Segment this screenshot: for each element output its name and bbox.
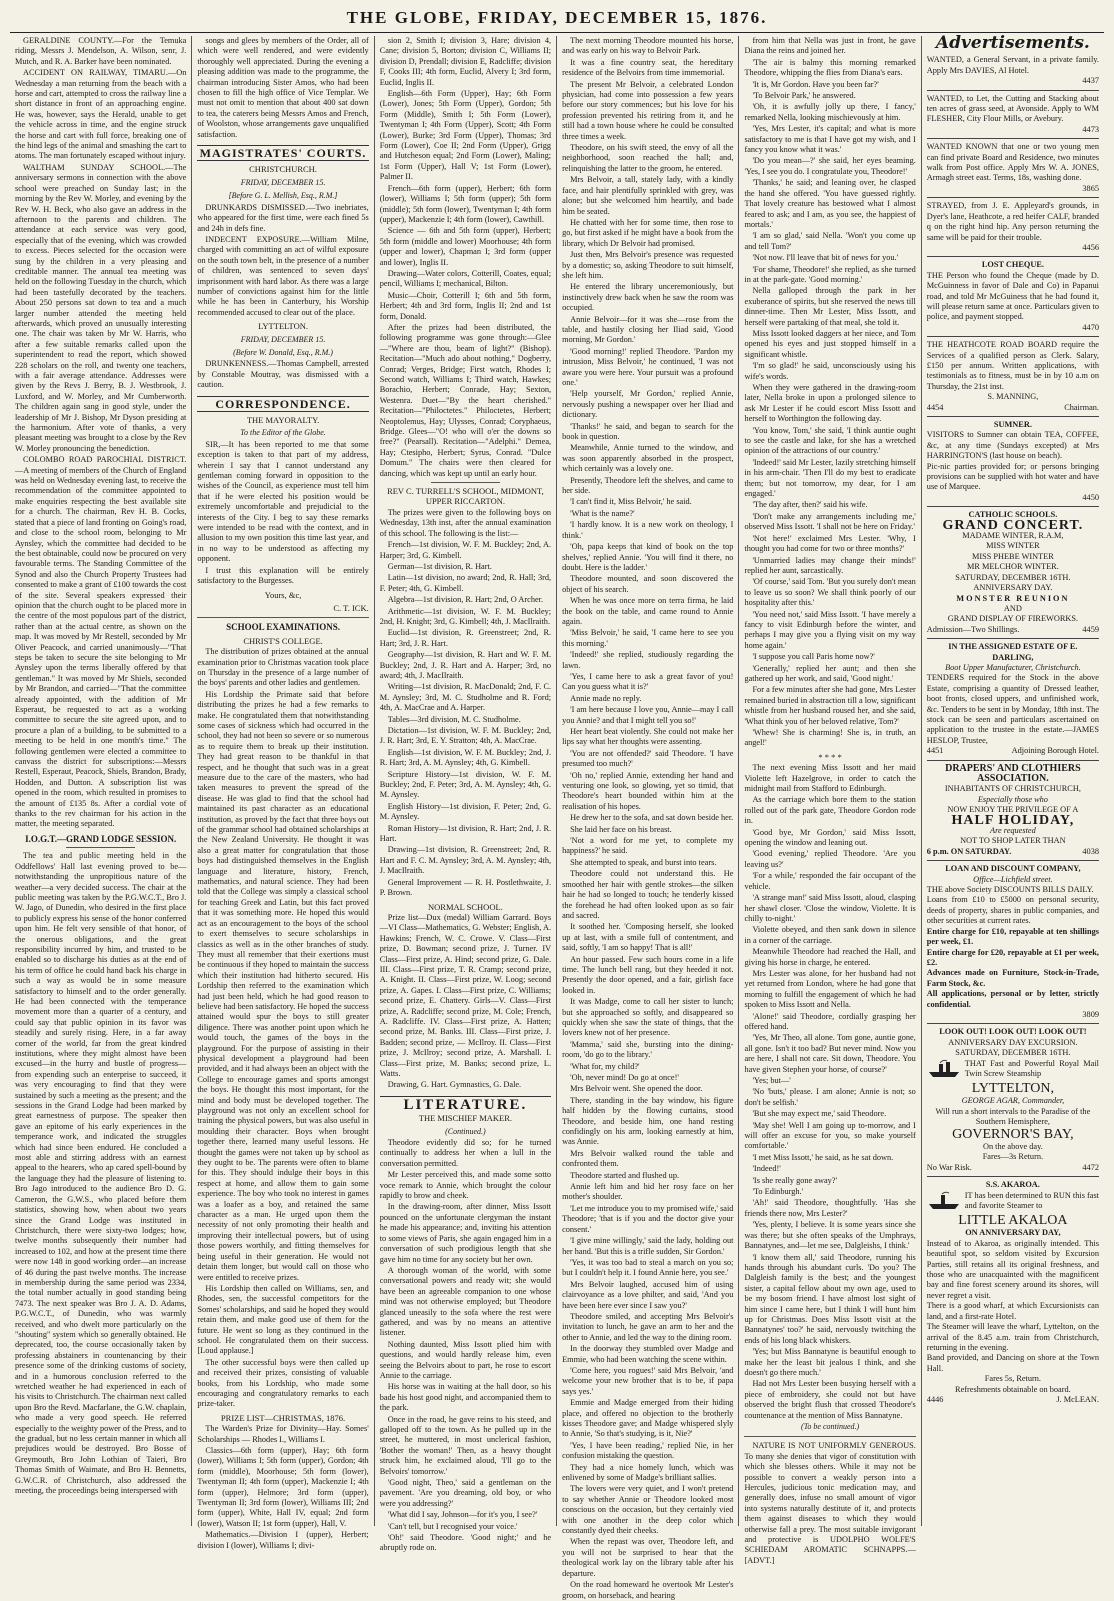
ad-heading: LOAN AND DISCOUNT COMPANY,: [945, 864, 1081, 874]
ad-number: 4470: [1082, 322, 1099, 332]
ad-cutting-stacking: [927, 91, 1099, 140]
story-para: When they were gathered in the drawing-room later, Nella broke in upon a prolonged silence to ask Mr Lester if he could escort Miss Issott and herself to Worthington the following day.: [744, 383, 916, 424]
ad-and: AND: [1003, 603, 1022, 613]
story-para: The next evening Miss Issott and her maid Violette left Hazelgrove, in order to catch the midnight mail from Stafford to Edinburgh.: [744, 763, 916, 794]
ad-number: 4437: [1082, 76, 1099, 86]
section-heading-magistrates: MAGISTRATES' COURTS.: [197, 145, 368, 161]
story-para: Mrs Belvoir, a tall, stately lady, with a kindly face, and hair plentifully sprinkled with grey, was alone; but she welcomed him heartily, and bade him be seated.: [562, 175, 734, 216]
story-para: Presently, Theodore left the shelves, and came to her side.: [562, 475, 734, 496]
story-para: 'Can't tell, but I recognised your voice.': [387, 1521, 518, 1531]
ad-line: NOT TO SHOP LATER THAN: [960, 836, 1066, 846]
ad-steamer-block: [927, 1191, 1099, 1214]
court-magistrate-lyttelton: (Before W. Donald, Esq., R.M.): [233, 347, 333, 357]
ad-line: Will run a short intervals to the Paradise of the Southern Hemisphere,: [935, 1106, 1091, 1127]
article-college-3: His Lordship then called on Williams, sen, and Rhodes, sen, the successful competitors for the Somes' scholarships, and said he hoped they would retain them, and make good use of them for the future. He went so long as they continued in the school. He congratulated them on their success. [Loud applause.]: [197, 1283, 369, 1356]
story-para: 'Help yourself, Mr Gordon,' replied Annie, nervously pushing a newspaper over her Iliad and dictionary.: [562, 389, 734, 420]
ad-heading: S.S. AKAROA.: [985, 1180, 1040, 1190]
ad-loan-discount: [927, 861, 1099, 1024]
ad-line: SATURDAY, DECEMBER 16TH.: [955, 1048, 1071, 1058]
column-6-advertisements: [922, 33, 1104, 1526]
story-para: 'What did I say, Johnson—for it's you, I see?': [387, 1510, 538, 1520]
section-heading-correspondence: CORRESPONDENCE.: [197, 396, 368, 412]
ad-trustee-address: Adjoining Borough Hotel.: [1011, 746, 1099, 756]
divider: [66, 847, 135, 848]
story-para: As the carriage which bore them to the station rolled out of the park gate, Theodore Gordon rode in.: [744, 795, 916, 826]
story-para: 'Yes, plenty, I believe. It is some years since she was there; but she often speaks of the Umphrays, Bannatynes, and—let me see, Dalgleishs, I think.': [744, 1220, 916, 1251]
story-para: 'May she! Well I am going up to-morrow, and I will offer an excuse for you, so make yourself comfortable.': [744, 1120, 916, 1151]
ad-line: ON ANNIVERSARY DAY,: [965, 1228, 1061, 1238]
ad-heading: LOST CHEQUE.: [981, 260, 1044, 270]
subheading-christchurch: CHRISTCHURCH.: [249, 164, 317, 175]
ad-heathcote-road-board: [927, 337, 1099, 417]
ad-text: TENDERS required for the Stock in the above Estate, comprising a quantity of Dressed leather, boot fronts, closed uppers, and unfinished work, &c. Tenders to be sent in by Monday, 18th inst. The stock can be seen and particulars ascertained on application to the trustee in the estate.—JAMES HESLOP, Trustee,: [926, 673, 1099, 745]
story-para: 'I know them all,' said Theodore, running his hands through his abundant curls. 'Do you? The Dalgleish family is the best; and the youngest sister, a capital fellow about my own age, used to be my bosom friend. I have almost lost sight of him since I came here, but I think I will hunt him up for Christmas. Does Miss Issott visit at the Bannatynes' too?' he said, nervously twitching the ends of his long black whiskers.: [744, 1252, 916, 1345]
story-para: An hour passed. Few such hours come in a life time. The lunch bell rang, but they heeded it not. Presently the door opened, and a fair, girlish face looked in.: [562, 954, 734, 995]
court-case-drunkenness: DRUNKENNESS.—Thomas Campbell, arrested by Constable Moutray, was dismissed with a caution.: [197, 359, 369, 390]
story-para: 'What for, my child?': [570, 1061, 640, 1071]
ad-subheading: Boot Upper Manufacturer, Christchurch.: [945, 662, 1081, 672]
story-para: 'You are not offended?' said Theodore. 'I have presumed too much?': [562, 748, 734, 769]
story-para: Meanwhile, Annie turned to the window, and was soon apparently absorbed in the prospect, which certainly was a lovely one.: [562, 443, 734, 474]
story-para: 'But she may expect me,' said Theodore.: [752, 1109, 887, 1119]
story-para: When he was once more on terra firma, he laid the book on the table, and came round to Annie again.: [562, 596, 734, 626]
subheading-lyttelton: LYTTELTON.: [258, 321, 308, 332]
ad-number: 4454: [926, 402, 944, 412]
article-iogt-cont: songs and glees by members of the Order, all of which were well rendered, and were evidently thoroughly well appreciated. During the evening a pleasing addition was made to the programme, the chairman introducing Sister Amos, who had been chosen to fill the high office of Vice Templar. We must not omit to mention that about 400 sat down to tea, the caterers being Messrs Amos and French, of Woolston, whose arrangements gave unqualified satisfaction.: [197, 36, 369, 139]
story-para: 'No 'buts,' please. I am alone; Annie is not; so don't be selfish.': [744, 1087, 916, 1107]
ad-text: All applications, personal or by letter, strictly confidential.: [926, 989, 1099, 1009]
story-para: It was a fine country seat, the hereditary residence of the Belvoirs from time immemorial.: [562, 57, 734, 78]
to-be-continued: (To be continued.): [801, 1422, 860, 1431]
story-para: Nothing daunted, Miss Issott plied him with questions, and would hardly release him, even seeing the Belvoirs about to part, he rose to escort Annie to the carriage.: [379, 1339, 552, 1380]
turrell-latin: Latin—1st division, no award; 2nd, R. Hall; 3rd, F. Peter; 4th, G. Kimbell.: [379, 573, 552, 593]
column-1: [10, 36, 192, 1526]
story-para: Once in the road, he gave reins to his steed, and galloped off to the town. As he pulled up in the street, he muttered, in most unclerical fashion, 'Bother the woman!' Then, as a heavy thought struck him, he exclaimed aloud, 'I'll go to the Belvoirs' tomorrow.': [379, 1414, 552, 1476]
story-para: 'I'm so glad!' he said, unconsciously using his wife's words.: [744, 361, 916, 381]
story-para: Nella galloped through the park in her exuberance of spirits, but she reserved the news till dinner-time. Then Mr Lester, Miss Issott, and herself were partaking of that meal, she told it.: [744, 286, 916, 327]
normal-drawing: Drawing, G. Hart. Gymnastics, G. Dale.: [387, 1080, 522, 1090]
story-para: 'To Belvoir Park,' he answered.: [752, 91, 856, 101]
story-para: 'Oh, it is awfully jolly up there, I fancy,' remarked Nella, looking mischievously at him.: [744, 102, 916, 122]
story-para: 'Yes, I came here to ask a great favor of you! Can you guess what it is?': [562, 671, 734, 692]
ad-ship-name: LYTTELTON,: [971, 1080, 1054, 1096]
prize-maths-cont: sion 2, Smith I; division 3, Hare; division 4, Cane; division 5, Borton; division C, Williams II; division D, Prendall; division E, Radcliffe; division F, Cooks III; 4th form, Euclid, Alvery I; 3rd form, Euclid, Inglis II.: [379, 36, 552, 87]
story-para: 'I give mine willingly,' said the lady, holding out her hand. 'But this is a trifle sudden, Sir Gordon.': [562, 1236, 734, 1256]
article-geraldine: GERALDINE COUNTY.—For the Temuka riding, Messrs J. Mendelson, A. Wilson, senr, J. Mutch, and R. A. Barker have been nominated.: [15, 36, 187, 66]
ad-ss-akaroa: [927, 1177, 1099, 1408]
story-para: He chatted with her for some time, then rose to go, but first asked if he might have a book from the library, which Dr Belvoir had promised.: [562, 217, 734, 248]
story-para: 'I am here because I love you, Annie—may I call you Annie? and that I might tell you so!': [562, 705, 734, 725]
story-para: from him that Nella was just in front, he gave Diana the reins and joined her.: [744, 36, 916, 56]
ad-text: STRAYED, from J. E. Appleyard's grounds, in Dyer's lane, Heathcote, a red heifer CALF, branded q on the right hind hip. Any person returning the same will be paid for their trouble.: [926, 201, 1099, 242]
turrell-english-history: English History—1st division, F. Peter; 2nd, G. M. Aynsley.: [379, 801, 552, 822]
story-para: 'Thanks!' he said, and began to search for the book in question.: [562, 421, 734, 442]
ad-line: Are requested: [990, 826, 1036, 836]
divider: [431, 482, 500, 483]
ad-text: Loans from £10 to £5000 on personal security, deeds of property, shares in public companies, and other securities at current rates.: [926, 895, 1099, 926]
turrell-tables: Tables—3rd division, M. C. Studholme.: [387, 714, 521, 724]
story-para: 'I can't find it, Miss Belvoir,' he said.: [570, 497, 692, 507]
story-para: Theodore could not understand this. He smoothed her hair with gentle strokes—the silken hair he had so longed to touch; he tenderly kissed the forehead he had often looked upon as so fair and sacred.: [562, 869, 734, 920]
turrell-roman-history: Roman History—1st division, R. Hart; 2nd, J. R. Hart.: [379, 823, 552, 844]
prize-classics: Classics—6th form (upper), Hay; 6th form (lower), Williams I; 5th form (upper), Gordon; 4th form (middle), Moorhouse; 5th form (lower), Twentyman II; 4th form (upper), Mackenzie I; 4th form (upper), Helmore; 3rd form (upper), Twentyman II; 3rd form (lower), Williams III; 2nd form (upper), White, Hall IV, equal; 2nd form (lower), Watson II; 1st form (upper), Hall, V.: [197, 1446, 369, 1528]
ad-admission: Admission—Two Shillings.: [926, 624, 1020, 634]
column-5: [739, 36, 921, 1565]
ad-excursion-lyttelton: [927, 1024, 1099, 1177]
ad-destination: GOVERNOR'S BAY,: [952, 1126, 1074, 1142]
court-date-lyttelton: FRIDAY, DECEMBER 15.: [240, 334, 326, 344]
divider: [197, 617, 368, 618]
ad-number: 4450: [1082, 492, 1099, 502]
story-para: Mrs Belvoir laughed, accused him of using clairvoyance as a love philter, and said, 'And you have been here ever since I saw you?': [562, 1279, 734, 1310]
story-para: Mr Lester perceived this, and made some sotto voce remark to Annie, which brought the colour rapidly to brow and cheek.: [379, 1170, 552, 1201]
article-college-4: The other successful boys were then called up and received their prizes, consisting of valuable books, from his Lordship, who made some encouraging and congratulatory remarks to each prize-taker.: [197, 1357, 369, 1409]
story-para: 'Alone!' said Theodore, cordially grasping her offered hand.: [744, 1011, 916, 1031]
ad-line: ANNIVERSARY DAY EXCURSION.: [948, 1037, 1078, 1047]
ad-heading: DRAPERS' AND CLOTHIERS ASSOCIATION.: [945, 762, 1081, 784]
subheading-normal-school: NORMAL SCHOOL.: [428, 901, 503, 912]
story-para: In the doorway they stumbled over Madge and Emmie, who had been watching the scene within.: [562, 1344, 734, 1364]
turrell-geography: Geography—1st division, R. Hart and W. F. M. Buckley; 2nd, J. R. Hart and A. Harper; 3rd, no award; 4th, J. MacIlraith.: [379, 650, 552, 680]
story-para: 'Yes; but—': [752, 1076, 791, 1085]
ad-text: IT has been determined to RUN this fast and favorite Steamer to: [964, 1190, 1099, 1211]
subheading-mayoralty: THE MAYORALTY.: [246, 415, 320, 425]
ad-heading: CATHOLIC SCHOOLS.: [968, 510, 1058, 520]
ad-signature: S. MANNING,: [987, 392, 1039, 402]
prize-french: French—6th form (upper), Herbert; 6th form (lower), Williams I; 5th form (upper); 5th form (middle); 5th form (lower), Twentyman I; 4th form (upper), Mackenzie I; 4th form (lower), Cawthill.: [379, 183, 552, 224]
ad-line: NOW ENJOY THE PRIVILEGE OF A: [947, 805, 1079, 815]
ad-signature: J. McLEAN.: [1056, 1394, 1099, 1404]
story-para: 'For a while,' responded the fair occupant of the vehicle.: [744, 871, 916, 891]
ad-performer: MISS PHEBE WINTER: [971, 551, 1054, 561]
turrell-drawing: Drawing—1st division, R. Greenstreet; 2nd, R. Hart and F. C. M. Aynsley; 3rd, A. M. Aynsley; 4th, J. MacIlraith.: [379, 845, 552, 876]
masthead: THE GLOBE, FRIDAY, DECEMBER 15, 1876.: [10, 6, 1104, 33]
advertisements-heading: Advertisements.: [935, 33, 1090, 53]
story-para: She attempted to speak, and burst into tears.: [570, 857, 717, 867]
story-title: THE MISCHIEF MAKER.: [418, 1113, 513, 1124]
story-para: 'Yes; but Miss Bannatyne is beautiful enough to make her the least bit jealous I think, and she doesn't go there much.': [744, 1347, 916, 1377]
subheading-prize-list: PRIZE LIST—CHRISTMAS, 1876.: [220, 1412, 346, 1423]
story-para: 'Let me introduce you to my promised wife,' said Theodore; 'that is if you and the doctor give your consent.': [562, 1203, 734, 1234]
ad-heading: IN THE ASSIGNED ESTATE OF E. DARLING,: [948, 642, 1078, 662]
story-continued: (Continued.): [445, 1126, 486, 1136]
story-para: 'Mamma,' said she, bursting into the dining-room, 'do go to the library.': [562, 1039, 734, 1060]
ad-text: THE above Society DISCOUNTS BILLS DAILY.: [926, 885, 1094, 895]
ad-performer: MISS WINTER: [986, 541, 1040, 551]
story-para: 'Not here!' exclaimed Mrs Lester. 'Why, I thought you had come for two or three months?': [744, 533, 916, 554]
story-para: Her heart beat violently. She could not make her lips say what her thoughts were assenting.: [562, 727, 734, 747]
programme: After the prizes had been distributed, the following programme was gone through:—Glee—"Where are thou, beam of light?" (Bishop). Recitation—"Much ado about nothing," Dogberry, Conrad; Verges, Bridge; First watch, Rhodes I; Second watch, Williams I; Third watch, Hawkes; Borachio, Herbert; Conrade, Hay; Sexton, Westenra. Duet—"By the heart cherished." Recitation—"Philoctetes." Philoctetes, Herbert; Neoptolemus, Hay; Ulysses, Conrad; Coryphaeus, Bridge. Glees—"O! who will o'er the downs so free?" (Pearsall). Recitation—"Adelphi." Demea, Hay; Ctesipho, Herbert; Syrus, Conrad. "Dulce Domum." The chairs were then cleared for dancing, which was kept up until an early hour.: [379, 322, 552, 478]
story-para: She laid her face on his breast.: [570, 824, 672, 834]
ad-fare: Fares—3s Return.: [982, 1152, 1044, 1162]
column-4: [557, 36, 739, 1600]
ad-date: SATURDAY, DECEMBER 16TH.: [955, 572, 1071, 582]
ad-title: GRAND CONCERT.: [942, 517, 1084, 533]
ad-number: 4446: [926, 1394, 944, 1404]
ad-performer: MADAME WINTER, R.A.M,: [962, 531, 1064, 541]
ad-text: Band provided, and Dancing on shore at the Town Hall.: [926, 1353, 1099, 1373]
story-para: 'I suppose you call Paris home now?': [752, 652, 875, 662]
ad-line: Refreshments obtainable on board.: [955, 1384, 1071, 1394]
ad-number: 4038: [1082, 846, 1099, 856]
story-para: A thorough woman of the world, with some conversational powers and ready wit; she would have been an agreeable companion to one whose mind was not otherwise employed; but Theodore glanced uneasily to the sofa where the rest were gathered, and was by no means an attentive listener.: [379, 1265, 552, 1338]
ad-line: 6 p.m. ON SATURDAY.: [926, 846, 1012, 856]
story-para: 'Yes, I have been reading,' replied Nie, in her confusion mistaking the question.: [562, 1440, 734, 1461]
ad-number: 4459: [1082, 624, 1099, 634]
story-para: It soothed her. 'Composing herself, she looked up at last, with a smile full of contentment, and said, softly, 'I am so happy! That is all!': [562, 922, 734, 953]
story-para: 'Oh, never mind! Do go at once!': [570, 1073, 679, 1082]
story-para: 'What is the name?': [570, 508, 635, 518]
story-para: Had not Mrs Lester been busying herself with a piece of embroidery, she could not but have observed the bright flush that crossed Theodore's countenance at the mention of Miss Bannatyne.: [744, 1379, 916, 1420]
story-para: 'Don't make any arrangements including me,' observed Miss Issott. 'I shall not be here on Friday.': [744, 511, 916, 532]
turrell-intro: The prizes were given to the following boys on Wednesday, 13th inst, after the annual examination of this school. The following is the list:—: [379, 507, 552, 538]
turrell-algebra: Algebra—1st division, R. Hart; 2nd, O Archer.: [387, 595, 544, 605]
story-para: 'Yes, it was too bad to steal a march on you so; but I couldn't help it. I found Annie here, you see.': [562, 1257, 734, 1278]
ad-number: 3865: [1082, 183, 1099, 193]
story-para: He entered the library unceremoniously, but instinctively drew back when he saw the room was occupied.: [562, 282, 734, 313]
turrell-french: French—1st division, W. F. M. Buckley; 2nd, A. Harper; 3rd, G. Kimbell.: [379, 540, 552, 560]
story-para: Theodore evidently did so; for he turned continually to address her when a lull in the conversation permitted.: [379, 1138, 552, 1168]
ad-text: There is a good wharf, at which Excursionists can land, and a first-rate Hotel.: [926, 1301, 1099, 1321]
story-para: 'Indeed!' she replied, studiously regarding the lawn.: [562, 650, 734, 670]
story-para: 'You know, Tom,' she said, 'I think auntie ought to see the castle and lake, for she has a wretched opinion of the attractions of our country.': [744, 425, 916, 456]
turrell-scripture: Scripture History—1st division, W. F. M. Buckley; 2nd, F. Peter; 3rd, A. M. Aynsley; 4th, G. M. Aynsley.: [379, 769, 552, 800]
ad-text: WANTED, a General Servant, in a private family. Apply Mrs DAVIES, Al Hotel.: [926, 55, 1099, 75]
story-para: He drew her to the sofa, and sat down beside her.: [570, 813, 734, 823]
ad-fireworks: GRAND DISPLAY OF FIREWORKS.: [947, 614, 1079, 624]
story-para: Annie made no reply.: [570, 693, 642, 703]
story-para: 'I met Miss Issott,' he said, as he sat down.: [752, 1152, 894, 1162]
columns: [10, 33, 1104, 1600]
turrell-arithmetic: Arithmetic—1st division, W. F. M. Buckley; 2nd, H. Knight; 3rd, G. Kimbell; 4th, J. MacIlraith.: [379, 606, 552, 626]
story-para: 'Not a word for me yet, to complete my happiness?' he said.: [562, 836, 734, 856]
court-case-exposure: INDECENT EXPOSURE.—William Milne, charged with committing an act of wilful exposure on the south town belt, in the presence of a number of children, was sentenced to seven days' imprisonment with hard labor. As there was a large number of convictions against him for the little while he has been in Canterbury, his Worship recommended accused to clear out of the place.: [197, 234, 369, 317]
subheading-christs-college: CHRIST'S COLLEGE.: [243, 635, 323, 646]
ad-line: GEORGE AGAR, Commander,: [961, 1096, 1065, 1106]
ad-text: The Steamer will leave the wharf, Lyttelton, on the arrival of the 8.45 a.m. train from Christchurch, returning in the evening.: [926, 1322, 1099, 1352]
story-para: Mrs Belvoir went. She opened the door.: [570, 1084, 703, 1094]
article-college-1: The distribution of prizes obtained at the annual examination prior to Christmas vacation took place on Thursday in the presence of a large number of the boys' parents and other ladies and gentlemen.: [197, 647, 369, 688]
ad-text: Pic-nic parties provided for; or persons bringing provisions can be supplied with hot water and have use of Marquee.: [926, 461, 1099, 492]
section-break-stars: * * * *: [818, 751, 842, 762]
story-para: 'For shame, Theodore!' she replied, as she turned in at the park-gate. 'Good morning.': [744, 264, 916, 284]
ad-strayed: [927, 198, 1099, 257]
section-heading-school-exams: SCHOOL EXAMINATIONS.: [226, 622, 340, 633]
prize-english: English—6th Form (Upper), Hay; 6th Form (Lower), Jones; 5th Form (Upper), Gordon; 5th Form (Middle), Smith I; 5th Form (Lower), Twentyman I; 4th Form (Upper), Scott; 4th Form (Lower), Burke; 3rd Form (Upper), Thomas; 3rd Form (Lower), Coe II; 2nd Form (Upper), Grigg and Hutcheson equal; 2nd Form (Lower), Maling; 1st Form (Upper), Hall V; 1st Form (Lower), Palmer II.: [379, 89, 552, 182]
story-para: 'I hardly know. It is a new work on theology, I think.': [562, 520, 734, 540]
story-para: 'Indeed!': [752, 1164, 781, 1174]
ad-number: 4473: [1082, 124, 1099, 134]
article-iogt: The tea and public meeting held in the Oddfellows' Hall last evening proved to be—notwithstanding the unpropitious nature of the weather—a very decided success. The chair at the public meeting was taken by the P.G.W.C.T., Bro J. W. Jago, of Dunedin, who desired in the first place to publicly express his sense of the honor conferred upon him. He felt very sensible of that honor, of the onerous obligations, and the great responsibility incurred by him, and trusted to be enabled so to discharge his duties as at the end of his term of office he could hand back his charge in such a way as would be in some measure satisfactory to himself and to the order generally. He had been connected with the temperance movement more than a quarter of a century, and could say that public opinion in its favor was steadily and surely rising. Here, in a far away corner of the world, far from the great kindred institutions, where they might almost have been excused—in the hurry and bustle of progress—from expending such an enterprise to succeed, it was very encouraging to find that they were sustained by such a meeting as the present; and the sessions in the Grand Lodge had been marked by great earnestness of purpose. The speaker then gave an epitome of his early experiences in the temperance work, and indicated the struggles which had since been endured. He concluded a most able and stirring address with an earnest appeal to the hearers, who ap cared spell-bound by the language they had the pleasure of listening to. Bro Jago introduced to the audience Bro D. G. Cameron, the G.W.S., who placed before them statistics, showing how, when about two years since the Grand Lodge was instituted in Christchurch, there were sixty-two lodges; how, twelve months subsequently their number had increased to 102, and how at the present time there were now 148 in good working order—an increase of 46 during the past twelve months. The increase in membership during the same period was 2334, the total number actually in good standing being 7473. The next speaker was Bro J. A. D. Adams, P.G.W.C.T., of Dunedin, who was warmly received, and who dwelt more particularly on the "shouting" system which so generally obtained. He deprecated, too, the course occasionally taken by professing abstainers in countenancing by their presence some of the drinking customs of society, and in a humorous conclusion referred to the wretched weather he had experienced in each of his visits to Christchurch. The chairman next called upon Bro the Revd. Macfarlane, the G.W. chaplain, who made a very good speech. He referred especially to the weighty power of the Press, and to the gradual, but no less certain manner in which all prejudices would be destroyed. Bro Bosse of Greymouth, Bro John Lothian of Taieri, Bro Thomas Smith of Waimate, and Bro H. Bennetts, G.W.C.R. of Christchurch, also addressed the meeting, the proceedings being interspersed with: [15, 851, 187, 1496]
story-para: 'Thanks,' he said; and leaning over, he clasped the hand she offered. 'You have guessed rightly. That lovely creature has bestowed what I almost feared to ask; and I am, as you see, the happiest of mortals.': [744, 178, 916, 229]
ad-line: No War Risk.: [926, 1162, 972, 1172]
story-para: 'To Edinburgh.': [752, 1187, 804, 1197]
prize-music: Music—Choir, Cotterill I; 6th and 5th form, Herbert; 4th and 3rd form, Inglis II; 2nd and 1st form, Donald.: [379, 290, 552, 321]
prize-divinity: The Warden's Prize for Divinity—Hay. Somes' Scholarships — Rhodes I., Williams I.: [197, 1424, 369, 1444]
turrell-improvement: General Improvement — R. H. Postlethwaite, J. P. Brown.: [379, 877, 552, 898]
story-para: 'Miss Belvoir,' he said, 'I came here to see you this morning.': [562, 628, 734, 648]
ad-darling-estate: [927, 639, 1099, 760]
turrell-dictation: Dictation—1st division, W. F. M. Buckley; 2nd, J. R. Hart; 3rd, E. Y. Stratton; 4th, A. MacCrae.: [379, 726, 552, 746]
story-para: There, standing in the bay window, his figure half hidden by the flowing curtains, stood Theodore, and beside him, one hand resting confidingly on his arm, looking earnestly at him, was Annie.: [562, 1095, 734, 1147]
court-date: FRIDAY, DECEMBER 15.: [240, 177, 326, 187]
ad-subheading: Office—Lichfield street.: [973, 874, 1053, 884]
story-para: The present Mr Belvoir, a celebrated London physician, had come into possession a few years before our story commences; but his love for his profession prevented his retiring from it, and he still had a town house where he could be consulted three times a week.: [562, 79, 734, 141]
ad-line: INHABITANTS OF CHRISTCHURCH,: [944, 784, 1081, 794]
story-para: 'Generally,' replied her aunt; and then she gathered up her work, and said, 'Good night.': [744, 663, 916, 683]
ad-number: 4456: [1082, 242, 1099, 252]
story-para: 'Yes, Mr Theo, all alone. Tom gone, auntie gone, all gone. Isn't it too bad? But never mind. Now you are here, I shall not care. Sit down, Theodore. You have given Stephen your horse, of course?': [744, 1033, 916, 1074]
letter-salutation: To the Editor of the Globe.: [240, 428, 326, 438]
steamship-icon: [927, 1059, 961, 1082]
ad-text: WANTED, to Let, the Cutting and Stacking about ten acres of grass seed, at Avonside. Apply to WM FLESHER, City Flour Mills, or Avebury.: [926, 93, 1099, 124]
letter-body-2: I trust this explanation will be entirely satisfactory to the Burgesses.: [197, 565, 369, 586]
story-para: 'Oh!' said Theodore. 'Good night;' and he abruptly rode on.: [379, 1533, 552, 1553]
divider: [744, 1436, 915, 1437]
ad-number: 4451: [926, 746, 944, 756]
ad-text: Entire charge for £20, repayable at £1 per week, £2.: [926, 947, 1099, 967]
story-para: Theodore started and flushed up.: [570, 1170, 680, 1180]
ad-lost-cheque: [927, 257, 1099, 337]
ad-fare: Fares 5s, Return.: [984, 1374, 1041, 1384]
story-para: It was Madge, come to call her sister to lunch; but she approached so softly, and disappeared so quickly when she saw the state of things, that the lovers knew not of her presence.: [562, 997, 734, 1038]
story-para: For a few minutes after she had gone, Mrs Lester remained buried in abstraction till a low, significant whistle from her husband roused her, and she said, 'What think you of her beloved relative, Tom?': [744, 685, 916, 726]
story-para: 'You need not,' said Miss Issott. 'I have merely a fancy to visit Edinburgh before the winter, and perhaps I may give you a flying visit on my way home again.': [744, 609, 916, 650]
section-heading-literature: LITERATURE.: [380, 1096, 551, 1110]
article-railway-accident: ACCIDENT ON RAILWAY, TIMARU.—On Wednesday a man returning from the beach with a horse and cart, attempted to cross the railway line a short distance in front of an approaching engine. He was, however, says the Herald, unable to get the vehicle across in time, and the engine struck the horse and cart with full force, breaking one of the hind legs of the animal and smashing the cart to atoms. The man fortunately escaped without injury.: [15, 68, 187, 161]
ad-line: On the above day.: [982, 1142, 1043, 1151]
ad-text: THE HEATHCOTE ROAD BOARD require the Services of a qualified person as Clerk. Salary, £150 per annum. Written applications, with testimonials as to fitness, must be in by 10 a.m on Thursday, the 21st inst.: [926, 340, 1099, 391]
turrell-writing: Writing—1st division, R. MacDonald; 2nd, F. C. M. Aynsley; 3rd, M. C. Studholme and R. Ford; 4th, A. MacCrae and A. Harper.: [379, 682, 552, 713]
story-para: When the repast was over, Theodore left, and you will not be surprised to hear that the theological work lay on the library table after his departure.: [562, 1537, 734, 1578]
ad-steamer-block: [927, 1059, 1099, 1082]
story-para: 'I am so glad,' said Nella. 'Won't you come up and tell Tom?': [744, 231, 916, 251]
story-para: 'Unmarried ladies may change their minds!' replied her aunt, sarcastically.: [744, 555, 916, 575]
ad-number: 3809: [1082, 1009, 1099, 1019]
story-para: 'Oh no,' replied Annie, extending her hand and venturing one look, so glowing, yet so timid, that Theodore's heart bounded within him at the realisation of his hopes.: [562, 770, 734, 811]
ad-general-servant: [927, 52, 1099, 90]
story-para: The lovers were very quiet, and I won't pretend to say whether Annie or Theodore looked most conscious on the occasion, but they certainly vied with one another in the deep color which constantly dyed their cheeks.: [562, 1484, 734, 1536]
story-para: 'Good evening,' replied Theodore. 'Are you leaving us?': [744, 849, 916, 869]
story-para: 'Oh, papa keeps that kind of book on the top shelves,' replied Annie. 'You will find it there, no doubt. Here is the ladder.': [562, 542, 734, 572]
story-para: Mrs Belvoir walked round the table and confronted them.: [562, 1148, 734, 1169]
ad-reunion: MONSTER REUNION: [956, 593, 1070, 603]
ad-half-holiday: HALF HOLIDAY,: [951, 812, 1075, 828]
ad-signature-title: Chairman.: [1064, 402, 1099, 412]
story-para: 'Good bye, Mr Gordon,' said Miss Issott, opening the window and leaning out.: [744, 827, 916, 848]
story-para: Annie left him and hid her rosy face on her mother's shoulder.: [562, 1182, 734, 1202]
ad-text: Advances made on Furniture, Stock-in-Trade, Farm Stock, &c.: [926, 968, 1099, 988]
steamship-icon: [927, 1191, 961, 1214]
story-para: Violette obeyed, and then sank down in silence in a corner of the carriage.: [744, 925, 916, 945]
subheading-turrell-school: REV C. TURRELL'S SCHOOL, MIDMONT, UPPER RICCARTON.: [387, 486, 544, 507]
story-para: 'Not now. I'll leave that bit of news for you.': [752, 253, 899, 263]
story-para: They had a nice homely lunch, which was enlivened by some of Madge's brilliant sallies.: [562, 1462, 734, 1483]
article-college-2: His Lordship the Primate said that before distributing the prizes he had a few remarks to make. He congratulated them that notwithstanding some cases of sickness which had occurred in the school, they had not been so severe or so numerous as to require them to break up their institution. They had great reason to be thankful in that respect, and he thought that such was in a great measure due to the care of the masters, who had taken measures to prevent the spread of the disease. He was glad to find that the school had maintained its past character as an educational institution, as proved by the fact that three boys out of the grammar school had obtained scholarships at the New Zealand University. He thought it was also a great matter for congratulation that those boys had distinguished themselves in the English language and literature, history, French, mathematics, and natural science. They had been told that the College was simply a classical school for teaching Greek and Latin, but this fact proved that it was something more. He hoped this would act as an encouragement to the boys of the school to exert themselves to secure scholarships in classics as well as in the other branches of study. They must all remember that their exertions must be continuous if they hoped to maintain the success which their institution had hitherto secured. His Lordship then referred to the examination which had just been held, which he had good reason to believe had been satisfactory. He hoped the success attained would spur the boys to still greater diligence. There was another point upon which he would touch, the games of the boys in the playground. For the purpose of assisting in their physical development a playground had been provided, and it had always been an object with the College to encourage games and sports amongst the boys. He thought this most important, for the mind and body must be developed together. The playground was not only an excellent school for training the physical powers, but was also useful in moulding their character. Boys when brought together there, learned many useful lessons. He thought the games were not taken up by school as they ought to be. The parents were often to blame for this. They should indulge their boys in this respect at home, and allow them to gain some experience. The boy who took no interest in games was a loafer as a boy, and retained the same character as a man. He urged upon them the necessity of not only promoting their health and improving their intellectual powers, but of using those powers worthily, and fitting themselves for being useful in their generation. He would not detain them longer, but would call on those who were entitled to receive prizes.: [197, 689, 369, 1282]
story-para: Just then, Mrs Belvoir's presence was requested by a domestic; so, asking Theodore to suit himself, she left him.: [562, 250, 734, 280]
story-para: 'Yes, Mrs Lester, it's capital; and what is more satisfactory to me is that I have got my wish, and I fancy you know what it was.': [744, 124, 916, 155]
section-heading-iogt: I.O.G.T.—GRAND LODGE SESSION.: [25, 833, 177, 844]
column-2: [192, 36, 374, 1550]
story-para: The next morning Theodore mounted his horse, and was early on his way to Belvoir Park.: [562, 36, 734, 56]
story-para: Meanwhile Theodore had reached the Hall, and giving his horse in charge, he entered.: [744, 947, 916, 967]
story-para: Miss Issott looked daggers at her niece, and Tom opened his eyes and just stopped himself in a significant whistle.: [744, 328, 916, 359]
story-para: In the drawing-room, after dinner, Miss Issott pounced on the unfortunate clergyman the instant he made his appearance; and, inviting his attention to some views of Paris, she again engaged him in a conversation of such prodigious length that she gave him no time for any society but her own.: [379, 1202, 552, 1264]
ad-catholic-concert: [927, 507, 1099, 639]
prize-science: Science — 6th and 5th form (upper), Herbert; 5th form (middle and lower) Moorhouse; 4th form (upper and lower), Chapman I; 3rd form (upper and lower), Inglis II.: [379, 226, 552, 267]
ad-drapers-association: [927, 761, 1099, 862]
story-para: 'Whew! She is charming! She is, in truth, an angel!': [744, 728, 916, 748]
ad-heading: SUMNER.: [993, 420, 1032, 429]
turrell-german: German—1st division, R. Hart.: [387, 561, 492, 571]
advert-schnapps: NATURE IS NOT UNIFORMLY GENEROUS. To many she denies that vigor of constitution with which she blesses others. While it may not be possible to convert a weakly person into a Hercules, judicious tonic medication may, and generally does, infuse no small amount of vigor into systems naturally destitute of it, and protects them against diseases to which they would otherwise fall a prey. The most suitable invigorant and protective is UDOLPHO WOLFE'S SCHIEDAM AROMATIC SCHNAPPS.—[ADVT.]: [744, 1441, 916, 1565]
letter-signature: C. T. ICK.: [333, 602, 369, 613]
ad-destination: LITTLE AKALOA: [958, 1213, 1068, 1229]
ad-heading: LOOK OUT! LOOK OUT! LOOK OUT!: [939, 1027, 1087, 1037]
story-para: 'Do you mean—?' she said, her eyes beaming. 'Yes, I see you do. I congratulate you, Theodore!': [744, 156, 916, 176]
ad-performer: MR MELCHOR WINTER.: [966, 562, 1059, 572]
turrell-english: English—1st division, W. F. M. Buckley; 2nd, J. R. Hart; 3rd, A. M. Aynsley; 4th, G. Kimbell.: [379, 747, 552, 768]
court-case-drunkards: DRUNKARDS DISMISSED.—Two inebriates, who appeared for the first time, were each fined 5s and 24h in defs fine.: [197, 202, 369, 233]
letter-signoff: Yours, &c,: [264, 589, 302, 600]
column-3: [375, 36, 557, 1553]
ad-text: Entire charge for £10, repayable at ten shillings per week, £1.: [926, 926, 1099, 947]
story-para: On the road homeward he overtook Mr Lester's groom, on horseback, and hearing: [562, 1580, 734, 1600]
story-para: 'Is she really gone away?': [752, 1175, 837, 1185]
story-para: Theodore smiled, and accepting Mrs Belvoir's invitation to lunch, he gave an arm to her and the other to Annie, and led the way to the dining room.: [562, 1311, 734, 1342]
ad-line: Especially those who: [977, 794, 1048, 804]
court-magistrate: [Before G. L. Mellish, Esq., R.M.]: [228, 191, 338, 201]
normal-prize-list: Prize list—Dux (medal) William Garrard. Boys—VI Class—Mathematics, G. Webster; English, A. Hawkins; French, W. C. Crowe. V. Class—First prize, D. Bowman; second prize, J. Turner. IV Class—First prize, A. Hind; second prize, G. Dale. III. Class—First prize, T. R. Cramp; second prize, A. Knight. II. Class—First prize, W. Loog; second prize, A. Gapes. I. Class—First prize, C. Williams; second prize, E. Chattery. Girls—V. Class—First prize, A. Radcliffe; second prize, M. Cole; French, A. Radcliffe. IV. Class—First prize, A. Hatten; second prize, M. Banks. III. Class—First prize, J. Badden; second prize, — McIlroy. II. Class—First prize, J. McIlroy; second prize, A. Marshall. I. Class—First prize, M. Banks; second prize, L. Watts.: [379, 912, 552, 1078]
ad-text: THAT Fast and Powerful Royal Mail Twin Screw Steamship: [964, 1058, 1099, 1078]
story-para: Annie Belvoir—for it was she—rose from the table, and hastily closing her Iliad said, 'Good morning, Mr Gordon.': [562, 314, 734, 345]
story-para: 'Good morning!' replied Theodore. 'Pardon my intrusion, Miss Belvoir,' he continued, 'I was not aware you were here. Your pursuit was a profound one.': [562, 346, 734, 387]
story-para: Theodore, on his swift steed, the envy of all the neighborhood, soon reached the hall; and, relinquishing the latter to the groom, he entered.: [562, 143, 734, 173]
story-para: 'The air is balmy this morning remarked Theodore, whipping the flies from Diana's ears.: [744, 57, 916, 78]
story-para: 'Ah!' said Theodore, thoughtfully. 'Has she friends there now, Mrs Lester?': [744, 1198, 916, 1218]
ad-sumner: [927, 417, 1099, 507]
story-para: 'Of course,' said Tom. 'But you surely don't mean to leave us so soon? We shall think poorly of our hospitality after this.': [744, 577, 916, 608]
story-para: 'Come here, you rogues!' said Mrs Belvoir, 'and welcome your new brother that is to be, if papa says yes.': [562, 1365, 734, 1396]
ad-text: WANTED KNOWN that one or two young men can find private Board and Residence, two minutes walk from Post office. Apply Mrs W. A. JONES, Armagh street east. Terms, 18s, washing done.: [926, 142, 1099, 183]
story-para: Theodore mounted, and soon discovered the object of his search.: [562, 574, 734, 594]
story-para: 'It is, Mr Gordon. Have you been far?': [752, 79, 879, 89]
ad-text: VISITORS to Sumner can obtain TEA, COFFEE, &c, at any time (Sundays excepted) at Mrs HARRINGTON'S (last house on beach).: [926, 430, 1099, 461]
ad-date-label: ANNIVERSARY DAY.: [973, 583, 1053, 593]
article-colombo-road: COLOMBO ROAD PAROCHIAL DISTRICT.—A meeting of members of the Church of England was held on Wednesday evening last, to receive the recommendation of the committee appointed to make enquiries respecting the best available site for a church. The chairman, Rev H. B. Cocks, stated that a piece of land fronting on Going's road, and close to the school room, belonging to Mr Aynsley, which the committee had decided to be the best obtainable, could now be procured on very favourable terms. The Standing Committee of the Synod and also the Church Property Trustees had consented to make a grant of £100 towards the cost of the site. Several speakers expressed their opinion that the church ought to be placed more in the centre of the most populous part of the district, rather than at the actual centre, as shown on the map. It was moved by Mr Restell, seconded by Mr Oliver Peacock, and carried unanimously—"That steps be taken to secure the site belonging to Mr Aynsley upon the terms liberally offered by that gentleman." It was moved by Mr Shiels, seconded by Mr Brandon, and carried—"That the committee already appointed, with the addition of Mr Esperaut, be requested to act as a working committee to secure the site agreed upon, and to procure a plan of a building, to be submitted to a meeting to be held in one month's time." The following gentlemen were elected a committee to canvass the district for subscriptions:—Messrs Restell, Esperaut, Peacock, Shiels, Brandon, Brady, Hodden, and Dutton. A subscription list was opened in the room, which resulted in promises to the amount of £135 8s. After a cordial vote of thanks to the rev chairman for his action in the matter, the meeting separated.: [15, 455, 187, 829]
story-para: Emmie and Madge emerged from their hiding place, and offered no objection to the brotherly kisses Theodore gave; and Madge whispered slyly to Annie, 'So that's studying, is it, Nie?': [562, 1398, 734, 1439]
prize-drawing: Drawing—Water colors, Cotterill, Coates, equal; pencil, Williams I; mechanical, Bilton.: [379, 268, 552, 289]
story-para: 'Good night, Theo,' said a gentleman on the pavement. 'Are you dreaming, old boy, or who were you addressing?': [379, 1478, 552, 1508]
prize-mathematics: Mathematics.—Division I (upper), Herbert; division I (lower), Williams I; divi-: [197, 1530, 369, 1550]
story-para: His horse was in waiting at the hall door, so his bade his host good night, and accompanied them to the park.: [379, 1382, 552, 1413]
letter-body: SIR,—It has been reported to me that some exception is taken to that part of my address, wherein I say that I cannot understand any gentleman coming forward in opposition to the wishes of the Council, as experience must tell him that if he were elected his position would be extremely uncomfortable and prejudicial to the interests of the City. I beg to say these remarks were intended to be read with the context, and in allusion to my own position this time last year, and in no way to be understood as affecting my opponent.: [197, 439, 369, 564]
story-para: 'The day after, then?' said his wife.: [752, 500, 868, 510]
ad-text: THE Person who found the Cheque (made by D. McGuinness in favor of Dale and Co) in Papanui road, and told Mr McGuiness that he had found it, will please return same at once. Particulars given to police, and payment stopped.: [926, 270, 1099, 322]
story-para: Mrs Lester was alone, for her husband had not yet returned from London, where he had gone that morning to fulfill the engagement of which he had spoken to Miss Issott and Nella.: [744, 968, 916, 1010]
story-para: 'Indeed!' said Mr Lester, lazily stretching himself in his arm-chair. 'Then I'll do my best to eradicate them; but not tomorrow, my dear, for I am engaged.': [744, 457, 916, 499]
ad-text: Instead of to Akaroa, as originally intended. This beautiful spot, so seldom visited by Excursion Parties, still retains all its original freshness, and those who are unacquainted with the magnificent bay and fine forest scenery around its shores, will never regret a visit.: [926, 1238, 1099, 1300]
story-para: 'A strange man!' said Miss Issott, aloud, clasping her shawl closer. 'Close the window, Violette. It is chilly to-night.': [744, 893, 916, 923]
article-waltham-school: WALTHAM SUNDAY SCHOOL.—The anniversary sermons in connection with the above school were preached on Sunday last; in the morning by the Rev W. Morley, and evening by the Rev W. H. Beck, who also gave an address in the afternoon to the parents and children. The attendance at each service was very good, especially that of the evening, which was crowded to excess. Pieces selected for the occasion were sung by the children in a very pleasing and creditable manner. The annual tea meeting was held on the following Tuesday in the church, which had been tastefully decorated by the teachers. About 250 persons sat down to tea and a much larger number attended the meeting held afterwards, which proved an unusually interesting one. The chair was taken by Mr W. Harris, who after a few suitable remarks called upon the superintendent to read the report, which showed 228 scholars on the roll, and twenty one teachers, with a fair average attendance. Addresses were given by the Revs J. Berry, B. J. Westbrook, J. Luxford, and W. Morley, and Mr Cumberworth. The children again sang in good style, under the leadership of Mr J. Bishop, Mr Dyson presiding at the harmonium. After vote of thanks, a very pleasant meeting was brought to a close by the Rev W. Morley pronouncing the benediction.: [15, 162, 187, 453]
ad-number: 4472: [1082, 1162, 1099, 1172]
ad-board-residence: [927, 139, 1099, 198]
turrell-euclid: Euclid—1st division, R. Greenstreet; 2nd, R. Hart; 3rd, J. R. Hart.: [379, 628, 552, 648]
